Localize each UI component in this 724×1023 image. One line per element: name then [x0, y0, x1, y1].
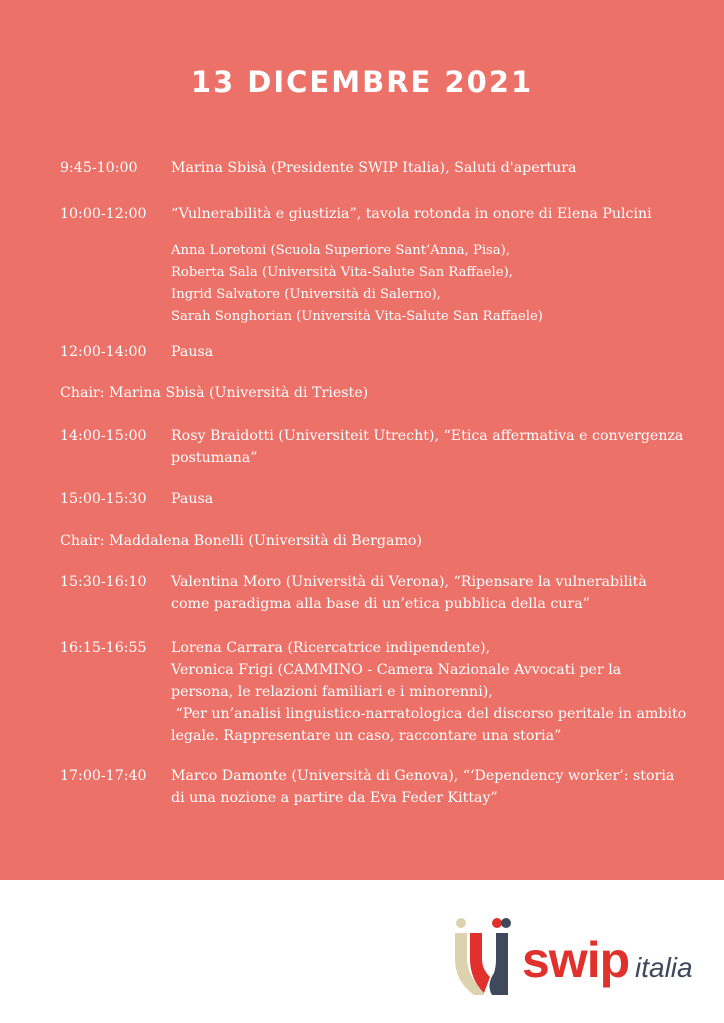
schedule-text	[171, 637, 691, 747]
schedule-line: Pausa	[171, 491, 214, 507]
schedule-text	[171, 157, 691, 179]
schedule-line: legale. Rappresentare un caso, raccontare una storia”	[171, 728, 562, 744]
schedule-time: 16:15-16:55	[60, 640, 147, 656]
schedule-time: 12:00-14:00	[60, 344, 147, 360]
schedule-time: 15:00-15:30	[60, 491, 147, 507]
schedule-line: Valentina Moro (Università di Verona), “Ripensare la vulnerabilità	[171, 574, 647, 590]
schedule-text	[171, 341, 691, 363]
page-title: 13 DICEMBRE 2021	[190, 65, 534, 99]
speaker-list	[171, 240, 691, 328]
people-mark-icon	[455, 918, 511, 995]
schedule-line: Lorena Carrara (Ricercatrice indipendente),	[171, 640, 491, 656]
speaker-line: Ingrid Salvatore (Università di Salerno),	[171, 287, 441, 302]
schedule-line: come paradigma alla base di un’etica pubblica della cura”	[171, 596, 590, 612]
schedule-line: Pausa	[171, 344, 214, 360]
logo-suffix: italia	[635, 952, 693, 983]
schedule-text	[171, 765, 691, 809]
schedule-line: persona, le relazioni familiari e i minorenni),	[171, 684, 493, 700]
schedule-line: Rosy Braidotti (Universiteit Utrecht), “Etica affermativa e convergenza	[171, 428, 684, 444]
swip-italia-logo	[452, 913, 712, 997]
speaker-line: Anna Loretoni (Scuola Superiore Sant’Anna, Pisa),	[171, 243, 511, 258]
schedule-line: Veronica Frigi (CAMMINO - Camera Nazionale Avvocati per la	[171, 662, 622, 678]
schedule-line: Marina Sbisà (Presidente SWIP Italia), Saluti d'apertura	[171, 160, 577, 176]
schedule-time: 17:00-17:40	[60, 768, 147, 784]
schedule-time: 15:30-16:10	[60, 574, 147, 590]
schedule-line: postumana”	[171, 450, 258, 466]
schedule-text	[171, 203, 691, 328]
schedule-line: di una nozione a partire da Eva Feder Kittay”	[171, 790, 498, 806]
chair-label: Chair: Maddalena Bonelli (Università di Bergamo)	[60, 533, 422, 549]
speaker-line: Roberta Sala (Università Vita-Salute San Raffaele),	[171, 265, 513, 280]
logo-word: swip	[522, 932, 630, 988]
schedule-time: 9:45-10:00	[60, 160, 138, 176]
schedule-line: “Per un’analisi linguistico-narratologica del discorso peritale in ambito	[171, 706, 687, 722]
schedule-line: “Vulnerabilità e giustizia”, tavola rotonda in onore di Elena Pulcini	[171, 206, 652, 222]
schedule-time: 14:00-15:00	[60, 428, 147, 444]
schedule-text	[171, 571, 691, 615]
chair-label: Chair: Marina Sbisà (Università di Trieste)	[60, 385, 369, 401]
speaker-line: Sarah Songhorian (Università Vita-Salute San Raffaele)	[171, 309, 543, 324]
schedule-text	[171, 488, 691, 510]
schedule-time: 10:00-12:00	[60, 206, 147, 222]
schedule-line: Marco Damonte (Università di Genova), “‘Dependency worker’: storia	[171, 768, 675, 784]
schedule-text	[171, 425, 691, 469]
